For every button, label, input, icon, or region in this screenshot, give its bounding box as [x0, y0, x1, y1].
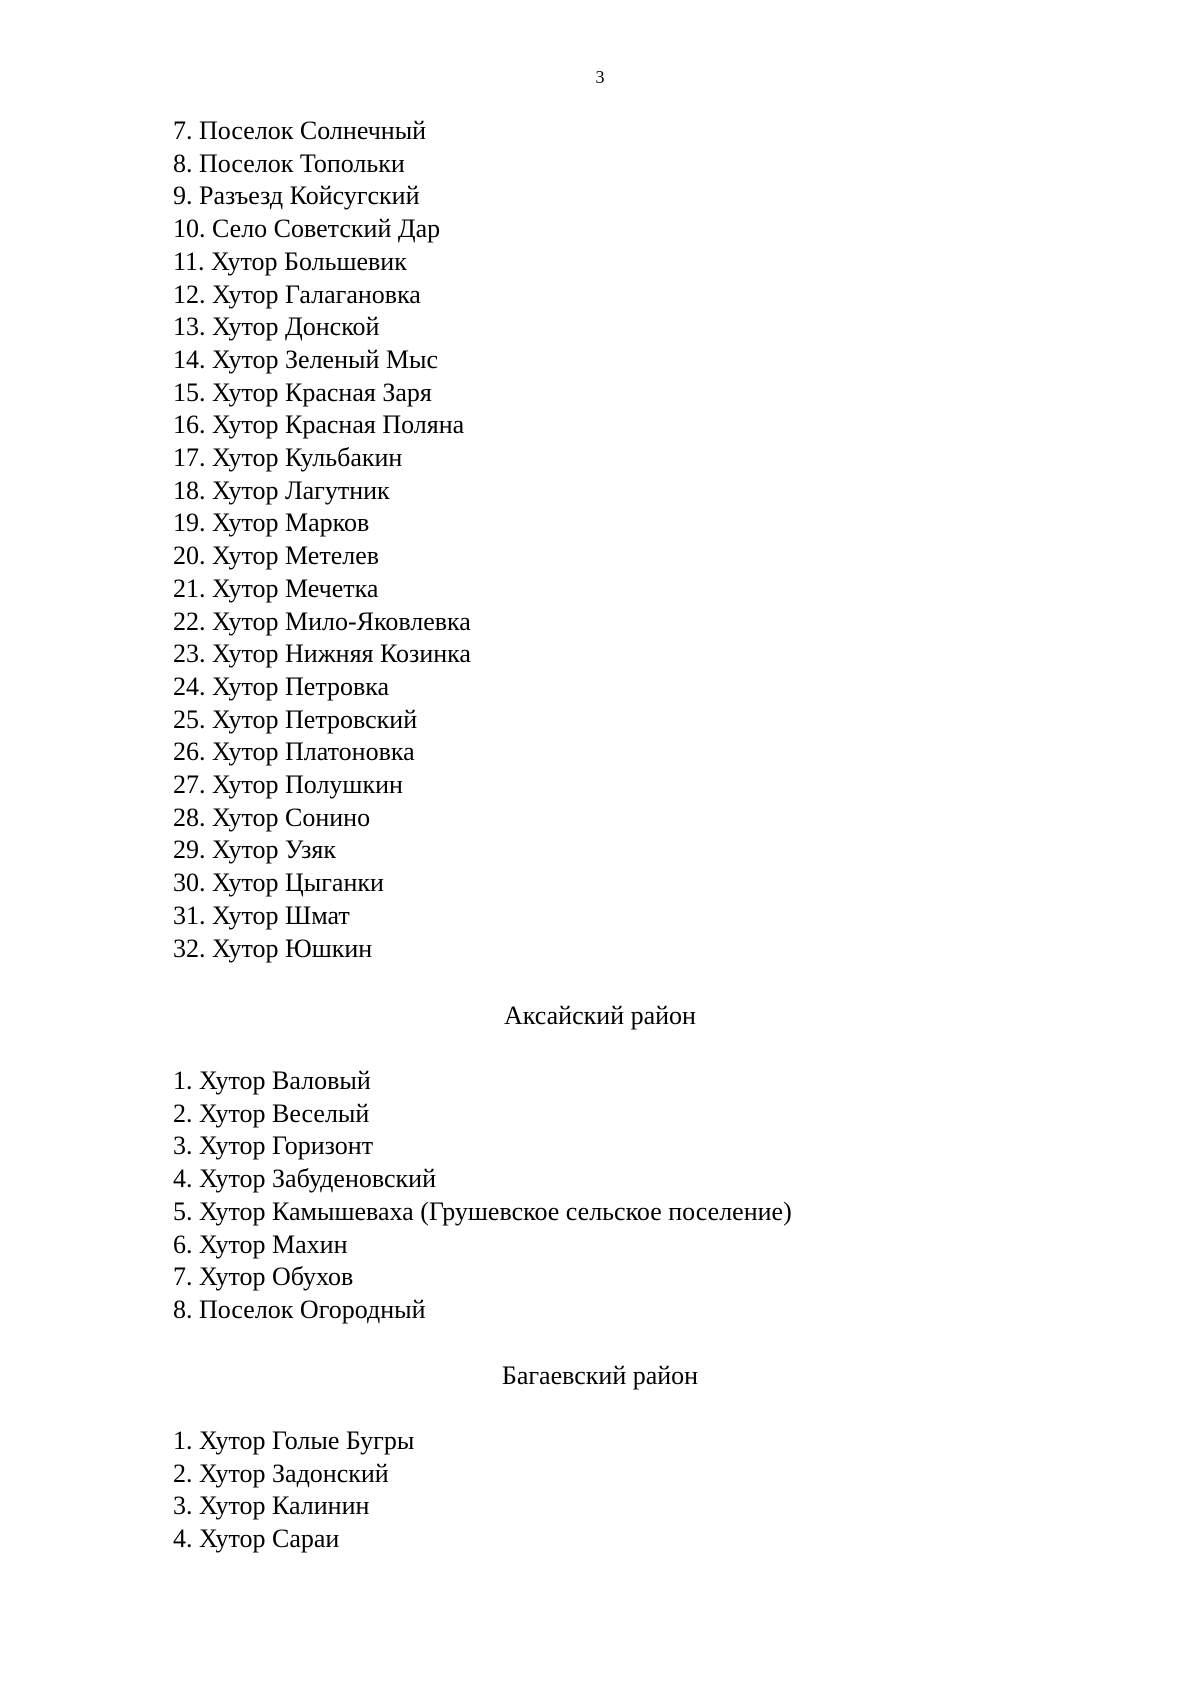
list-item: 19. Хутор Марков [173, 508, 370, 538]
list-item: 1. Хутор Голые Бугры [173, 1426, 415, 1455]
list-item: 3. Хутор Калинин [173, 1491, 370, 1521]
section-heading-aksaysky: Аксайский район [504, 1001, 696, 1030]
list-item: 11. Хутор Большевик [173, 246, 407, 276]
list-item: 7. Поселок Солнечный [173, 116, 427, 145]
settlement-list-continued [173, 115, 471, 965]
list-item: 8. Поселок Топольки [173, 148, 405, 178]
list-item: 27. Хутор Полушкин [173, 770, 403, 800]
list-item: 13. Хутор Донской [173, 312, 380, 342]
list-item: 23. Хутор Нижняя Козинка [173, 639, 471, 669]
list-item: 18. Хутор Лагутник [173, 475, 390, 505]
list-item: 4. Хутор Забуденовский [173, 1164, 436, 1194]
list-item: 7. Хутор Обухов [173, 1262, 354, 1292]
list-item: 6. Хутор Махин [173, 1229, 348, 1259]
list-item: 26. Хутор Платоновка [173, 737, 415, 767]
list-item: 20. Хутор Метелев [173, 541, 380, 571]
list-item: 12. Хутор Галагановка [173, 279, 421, 309]
settlement-list-aksaysky [173, 1065, 792, 1327]
list-item: 31. Хутор Шмат [173, 900, 350, 930]
list-item: 5. Хутор Камышеваха (Грушевское сельское поселение) [173, 1196, 792, 1226]
list-item: 22. Хутор Мило-Яковлевка [173, 606, 471, 636]
list-item: 16. Хутор Красная Поляна [173, 410, 465, 440]
list-item: 24. Хутор Петровка [173, 671, 390, 701]
list-item: 8. Поселок Огородный [173, 1294, 426, 1324]
list-item: 32. Хутор Юшкин [173, 933, 373, 963]
list-item: 2. Хутор Веселый [173, 1098, 370, 1128]
list-item: 10. Село Советский Дар [173, 214, 441, 244]
list-item: 21. Хутор Мечетка [173, 573, 379, 603]
list-item: 1. Хутор Валовый [173, 1066, 371, 1095]
list-item: 4. Хутор Сараи [173, 1524, 340, 1554]
list-item: 30. Хутор Цыганки [173, 868, 384, 898]
list-item: 29. Хутор Узяк [173, 835, 336, 865]
list-item: 9. Разъезд Койсугский [173, 181, 420, 211]
list-item: 28. Хутор Сонино [173, 802, 371, 832]
list-item: 14. Хутор Зеленый Мыс [173, 344, 439, 374]
page-number: 3 [595, 67, 605, 87]
list-item: 17. Хутор Кульбакин [173, 443, 403, 473]
settlement-list-bagaevsky [173, 1425, 414, 1556]
list-item: 3. Хутор Горизонт [173, 1131, 374, 1161]
list-item: 25. Хутор Петровский [173, 704, 418, 734]
section-heading-bagaevsky: Багаевский район [501, 1361, 699, 1390]
list-item: 2. Хутор Задонский [173, 1458, 389, 1488]
list-item: 15. Хутор Красная Заря [173, 377, 432, 407]
